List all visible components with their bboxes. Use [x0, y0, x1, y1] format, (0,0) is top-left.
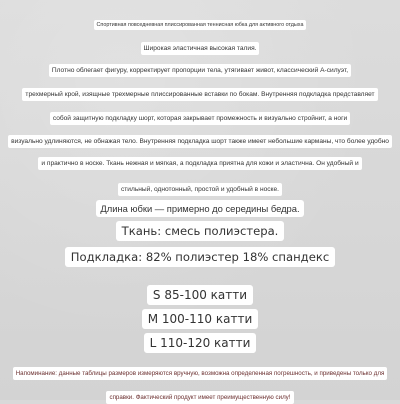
note-line — [0, 384, 400, 404]
paragraph-line — [0, 81, 400, 101]
paragraph-line — [0, 11, 400, 30]
paragraph-line — [0, 105, 400, 125]
paragraph-line — [0, 176, 400, 196]
spec-line — [0, 220, 400, 241]
spec-line — [0, 197, 400, 217]
description-text: визуально удлиняются, не обнажая тело. Внутренняя подкладка шорт также имеет небольшие карманы, что более удобно — [8, 135, 392, 148]
note-line — [0, 360, 400, 380]
size-m: M 100-110 катти — [142, 309, 259, 329]
paragraph-line — [0, 35, 400, 55]
description-text: стильный, однотонный, простой и удобный в носке. — [118, 183, 282, 196]
description-text: Широкая эластичная высокая талия. — [141, 42, 260, 55]
size-line — [0, 308, 400, 329]
size-s: S 85-100 катти — [147, 285, 253, 305]
paragraph-line — [0, 128, 400, 148]
size-l: L 110-120 катти — [144, 333, 257, 353]
paragraph-line — [0, 57, 400, 77]
paragraph-line — [0, 150, 400, 170]
size-line — [0, 284, 400, 305]
description-text: собой защитную подкладку шорт, которая закрывает промежность и визуально стройнит, а ноги — [50, 112, 350, 125]
description-text: и практично в носке. Ткань нежная и мягкая, а подкладка приятна для кожи и эластична. Он удобный и — [38, 157, 361, 170]
description-text: трехмерный крой, изящные трехмерные плиссированные вставки по бокам. Внутренняя подкладка представляет — [22, 88, 377, 101]
size-line — [0, 332, 400, 353]
spec-length: Длина юбки — примерно до середины бедра. — [96, 200, 303, 217]
spec-fabric: Ткань: смесь полиэстера. — [116, 221, 285, 241]
size-note: Напоминание: данные таблицы размеров измеряются вручную, возможна определенная погрешность, и приведены только для — [13, 367, 388, 380]
description-text: Плотно облегает фигуру, корректирует пропорции тела, утягивает живот, классический А-силуэт, — [49, 64, 351, 77]
size-note: справки. Фактический продукт имеет преимущественную силу! — [106, 391, 293, 404]
spec-line — [0, 246, 400, 267]
description-title: Спортивная повседневная плиссированная теннисная юбка для активного отдыха — [94, 20, 307, 30]
spec-lining: Подкладка: 82% полиэстер 18% спандекс — [65, 247, 335, 267]
